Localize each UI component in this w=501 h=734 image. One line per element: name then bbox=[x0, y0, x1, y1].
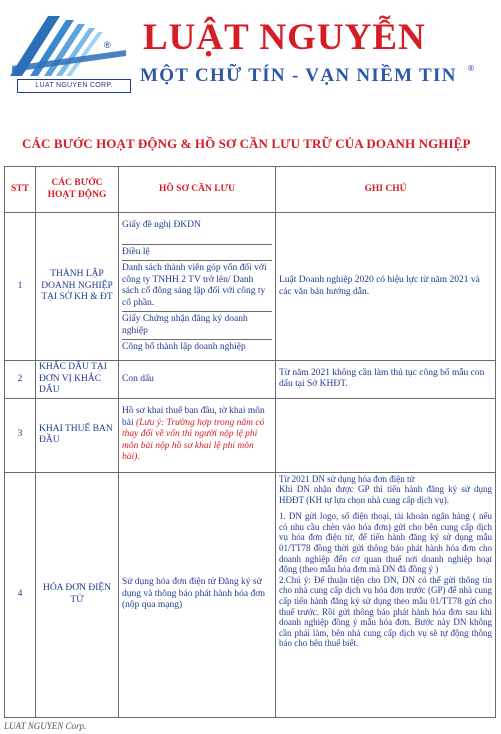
note-paragraph: 2.Chú ý: Để thuận tiện cho DN, DN có thể gửi thông tin cho nhà cung cấp dịch vụ hóa đơn trước (GP) để nhà cung cấp tiến hành đăng ký sử dụng theo mẫu 01/TT78 gửi cho thuế trước. Rồi gửi thông báo phát hành hóa đơn sau khi doanh nghiệp đồng ý mẫu hóa đơn. Bước này DN không cần phải làm, bên nhà cung cấp dịch vụ sẽ tự động thông báo cho bên thuế biết. bbox=[279, 574, 492, 649]
row-doc: Con dấu bbox=[119, 361, 276, 399]
docs-list bbox=[122, 218, 272, 356]
header-docs: HỒ SƠ CẦN LƯU bbox=[119, 167, 276, 213]
doc-note: (Lưu ý: Trường hợp trong năm có thay đổi về vốn thì người nộp lệ phí môn bài nộp hồ sơ khai lệ phí môn bài). bbox=[122, 417, 265, 463]
table-row bbox=[5, 398, 496, 472]
doc-item: Danh sách thành viên góp vốn đối với công ty TNHH 2 TV trở lên/ Danh sách cổ đông sáng lập đối với công ty cổ phần. bbox=[122, 261, 272, 312]
row-stt: 2 bbox=[5, 361, 36, 399]
doc-text: Hồ sơ khai thuế ban đầu, tờ khai môn bài bbox=[122, 406, 265, 428]
header-notes: GHI CHÚ bbox=[276, 167, 496, 213]
header-stt: STT bbox=[5, 167, 36, 213]
row-step: HÓA ĐƠN ĐIỆN TỬ bbox=[36, 472, 119, 717]
corp-name: LUAT NGUYEN CORP. bbox=[17, 79, 131, 93]
note-paragraph: 1. DN gửi logo, số điện thoại, tài khoản ngân hàng ( nếu có nhu cầu chèn vào hóa đơn) gửi cho bên cung cấp dịch vụ hóa đơn điện tử, để tiến hành đăng ký sử dụng mẫu 01/TT78 đồng thời gửi thông báo phát hành hóa đơn cho doanh nghiệp đến cơ quan thuế nơi doanh nghiệp hoạt động (theo mẫu hóa đơn mà DN đã đồng ý ) bbox=[279, 511, 492, 575]
row-stt: 1 bbox=[5, 213, 36, 361]
row-stt: 4 bbox=[5, 472, 36, 717]
row-doc: Sử dụng hóa đơn điện tử Đăng ký sử dụng và thông báo phát hành hóa đơn (nộp qua mạng) bbox=[119, 472, 276, 717]
slogan: MỘT CHỮ TÍN - VẠN NIỀM TIN bbox=[140, 65, 457, 86]
row-stt: 3 bbox=[5, 398, 36, 472]
doc-item: Công bố thành lập doanh nghiệp bbox=[122, 342, 246, 352]
table-header-row bbox=[5, 167, 496, 213]
row-step: KHẮC DẤU TẠI ĐƠN VỊ KHẮC DẤU bbox=[36, 361, 119, 399]
row-note: Luật Doanh nghiệp 2020 có hiệu lực từ năm 2021 và các văn bản hướng dẫn. bbox=[276, 213, 496, 361]
doc-item: Giấy Chứng nhận đăng ký doanh nghiệp bbox=[122, 312, 272, 340]
company-logo bbox=[8, 6, 130, 90]
table-row bbox=[5, 213, 496, 361]
row-note bbox=[276, 398, 496, 472]
table-row bbox=[5, 361, 496, 399]
header bbox=[0, 0, 501, 100]
row-step: KHAI THUẾ BAN ĐẦU bbox=[36, 398, 119, 472]
row-note: Từ năm 2021 không cần làm thủ tục công bố mẫu con dấu tại Sở KHĐT. bbox=[276, 361, 496, 399]
note-paragraph: Từ 2021 DN sử dụng hóa đơn điện tử bbox=[279, 473, 415, 484]
logo-stripes-icon bbox=[8, 6, 130, 78]
slogan-registered-mark: ® bbox=[468, 64, 474, 73]
table-row bbox=[5, 472, 496, 717]
doc-item: Giấy đề nghị ĐKDN bbox=[122, 218, 272, 245]
steps-table bbox=[4, 166, 496, 718]
doc-item: Điều lệ bbox=[122, 244, 272, 261]
row-docs bbox=[119, 213, 276, 361]
row-step: THÀNH LẬP DOANH NGHIỆP TẠI SỞ KH & ĐT bbox=[36, 213, 119, 361]
footer-corp: LUAT NGUYEN Corp. bbox=[4, 721, 87, 731]
registered-mark: ® bbox=[104, 40, 111, 50]
page-title: CÁC BƯỚC HOẠT ĐỘNG & HỒ SƠ CẦN LƯU TRỮ CỦA DOANH NGHIỆP bbox=[22, 136, 471, 151]
brand-name: LUẬT NGUYỄN bbox=[143, 17, 426, 58]
header-steps: CÁC BƯỚC HOẠT ĐỘNG bbox=[36, 167, 119, 213]
row-note bbox=[276, 472, 496, 717]
note-paragraph: Khi DN nhận được GP thì tiến hành đăng ký sử dụng HĐĐT (KH tự lựa chọn nhà cung cấp dịch vụ). bbox=[279, 484, 492, 505]
row-doc-cell bbox=[119, 398, 276, 472]
